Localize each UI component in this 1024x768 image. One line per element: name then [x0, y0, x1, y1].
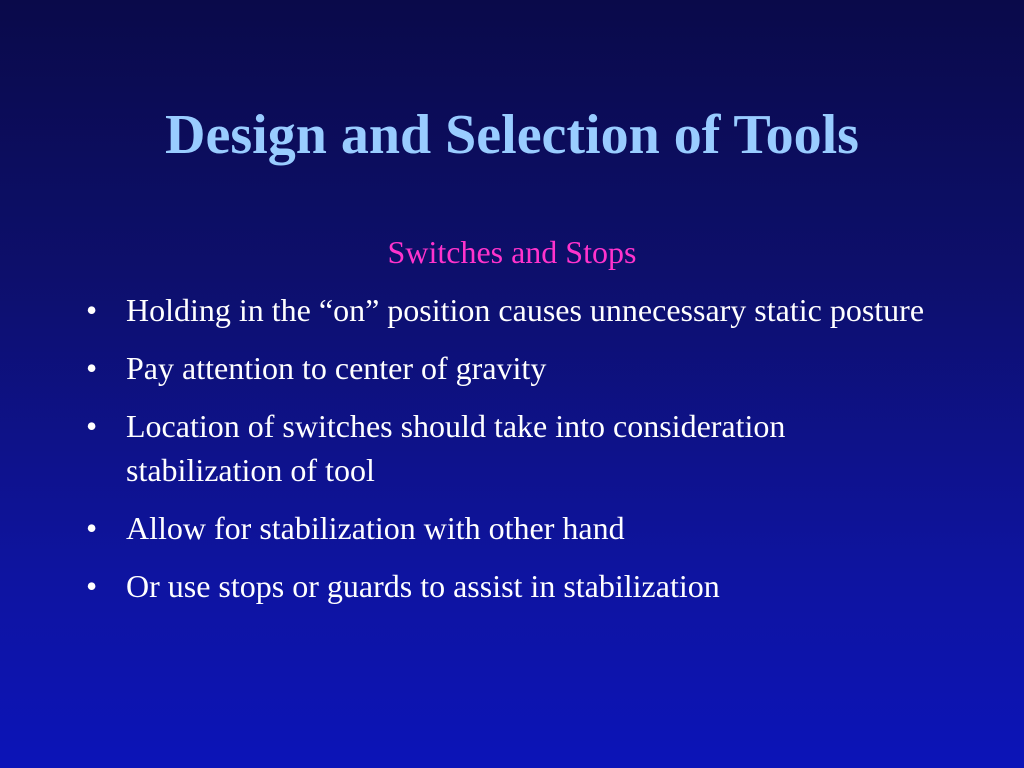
bullet-point-icon: • — [86, 510, 98, 546]
bullet-item-4 — [84, 506, 944, 550]
slide-title: Design and Selection of Tools — [165, 104, 859, 166]
bullet-item-1 — [84, 288, 944, 332]
bullet-text: Or use stops or guards to assist in stabilization — [126, 568, 720, 604]
bullet-text: Allow for stabilization with other hand — [126, 510, 625, 546]
slide-subtitle: Switches and Stops — [387, 234, 637, 270]
bullet-point-icon: • — [86, 408, 98, 444]
bullet-text: Pay attention to center of gravity — [126, 350, 547, 386]
bullet-item-5 — [84, 564, 944, 608]
bullet-text: Holding in the “on” position causes unnecessary static posture — [126, 292, 925, 328]
bullet-point-icon: • — [86, 292, 98, 328]
bullet-point-icon: • — [86, 568, 98, 604]
bullet-point-icon: • — [86, 350, 98, 386]
bullet-list — [84, 288, 944, 622]
bullet-text: Location of switches should take into consideration stabilization of tool — [126, 408, 786, 488]
bullet-item-3 — [84, 404, 944, 492]
bullet-item-2 — [84, 346, 944, 390]
